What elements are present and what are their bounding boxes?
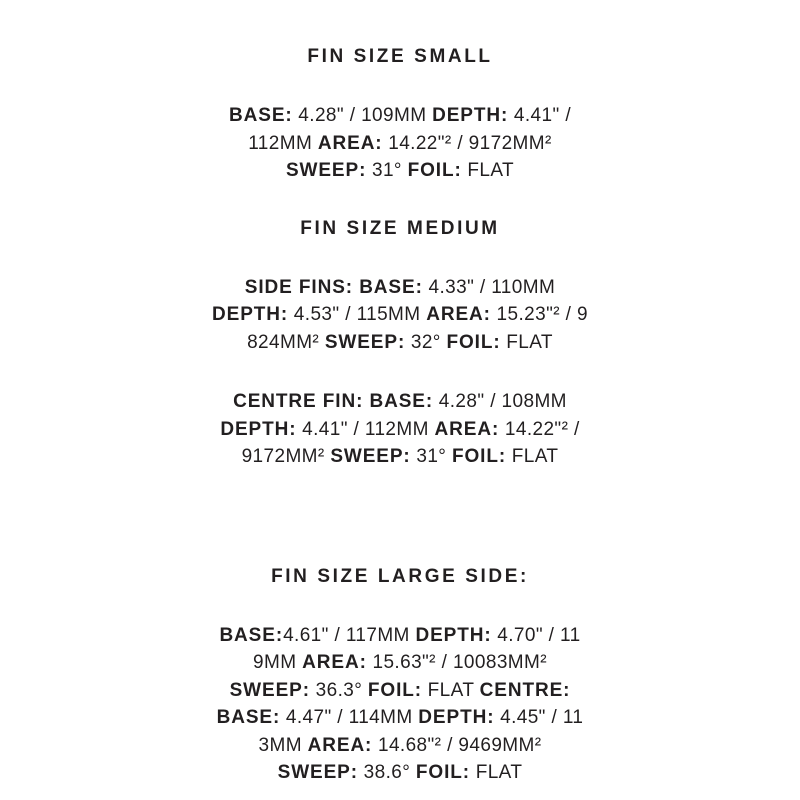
spec-value: 9MM: [253, 652, 303, 673]
spec-line: [130, 301, 670, 329]
spec-line: [130, 649, 670, 677]
spec-label: DEPTH:: [220, 418, 297, 440]
spec-line: [130, 443, 670, 471]
spec-paragraph: [130, 622, 670, 787]
spec-line: [130, 388, 670, 416]
spec-label: AREA:: [426, 304, 491, 325]
spec-value: FLAT: [461, 160, 515, 181]
fin-size-section-medium: [130, 215, 670, 471]
spec-label: FOIL:: [415, 762, 471, 783]
spec-label: DEPTH:: [415, 624, 492, 646]
spec-value: 14.22"² / 9172MM²: [382, 132, 552, 154]
spec-value: FLAT: [422, 679, 480, 701]
spec-line: [130, 416, 670, 444]
spec-value: 4.41" /: [508, 105, 571, 126]
spec-label: SWEEP:: [229, 679, 310, 701]
spec-label: SWEEP:: [277, 762, 358, 783]
spec-label: DEPTH:: [212, 304, 289, 325]
spec-label: AREA:: [307, 734, 373, 756]
spec-value: FLAT: [506, 446, 559, 467]
spec-value: 9172MM²: [241, 446, 331, 467]
spec-line: [130, 329, 670, 357]
spec-line: [130, 704, 670, 732]
spec-value: 4.28" / 108MM: [433, 391, 567, 412]
spec-label: AREA:: [317, 132, 383, 154]
spec-value: 4.61" / 117MM: [283, 624, 416, 646]
spec-label: BASE:: [216, 707, 281, 728]
spec-value: 4.70" / 11: [491, 624, 581, 646]
spec-value: 38.6°: [357, 762, 416, 783]
spec-value: 14.68"² / 9469MM²: [372, 734, 542, 756]
spec-value: 15.63"² / 10083MM²: [366, 652, 547, 673]
spec-value: 14.22"² /: [499, 418, 580, 440]
spec-value: FLAT: [470, 762, 523, 783]
section-title: FIN SIZE LARGE SIDE:: [271, 565, 529, 587]
spec-value: 4.41" / 112MM: [296, 418, 435, 440]
spec-value: 4.47" / 114MM: [280, 707, 419, 728]
spec-label: AREA:: [302, 652, 367, 673]
spec-value: 4.28" / 109MM: [292, 105, 433, 126]
spec-paragraph: [130, 102, 670, 185]
spec-line: [130, 759, 670, 787]
spec-line: [130, 130, 670, 158]
spec-value: 36.3°: [309, 679, 368, 701]
spec-label: CENTRE:: [479, 679, 571, 701]
spec-value: 824MM²: [247, 331, 325, 353]
spec-paragraph: [130, 388, 670, 471]
spec-label: SWEEP:: [324, 331, 406, 353]
spec-label: DEPTH:: [418, 707, 495, 728]
spec-label: SWEEP:: [285, 160, 367, 181]
spec-value: 4.45" / 11: [494, 707, 584, 728]
spec-line: [130, 102, 670, 130]
spec-label: FOIL:: [367, 679, 422, 701]
spec-label: CENTRE FIN: BASE:: [233, 391, 434, 412]
spec-value: 3MM: [258, 734, 308, 756]
spec-value: 112MM: [248, 132, 318, 154]
spec-value: 32°: [405, 331, 447, 353]
spec-label: AREA:: [434, 418, 500, 440]
fin-specs-content: [130, 0, 670, 787]
spec-line: [130, 157, 670, 185]
fin-size-section-small: [130, 43, 670, 185]
spec-value: 31°: [410, 446, 452, 467]
spec-value: 4.53" / 115MM: [288, 304, 427, 325]
section-title: FIN SIZE MEDIUM: [300, 217, 500, 239]
section-title: FIN SIZE SMALL: [307, 46, 493, 67]
spec-label: FOIL:: [451, 446, 507, 467]
fin-size-section-large: [130, 563, 670, 787]
spec-label: FOIL:: [446, 331, 501, 353]
spec-label: BASE:: [219, 624, 284, 646]
spec-line: [130, 732, 670, 760]
spec-label: SIDE FINS: BASE:: [244, 276, 423, 298]
spec-label: DEPTH:: [432, 105, 509, 126]
spec-line: [130, 622, 670, 650]
spec-label: BASE:: [229, 105, 293, 126]
spec-label: FOIL:: [407, 160, 462, 181]
spec-line: [130, 274, 670, 302]
spec-label: SWEEP:: [330, 446, 411, 467]
spec-paragraph: [130, 274, 670, 357]
spec-value: 31°: [366, 160, 408, 181]
spec-line: [130, 677, 670, 705]
spec-value: 15.23"² / 9: [490, 304, 588, 325]
spec-value: 4.33" / 110MM: [422, 276, 556, 298]
spec-value: FLAT: [500, 331, 553, 353]
